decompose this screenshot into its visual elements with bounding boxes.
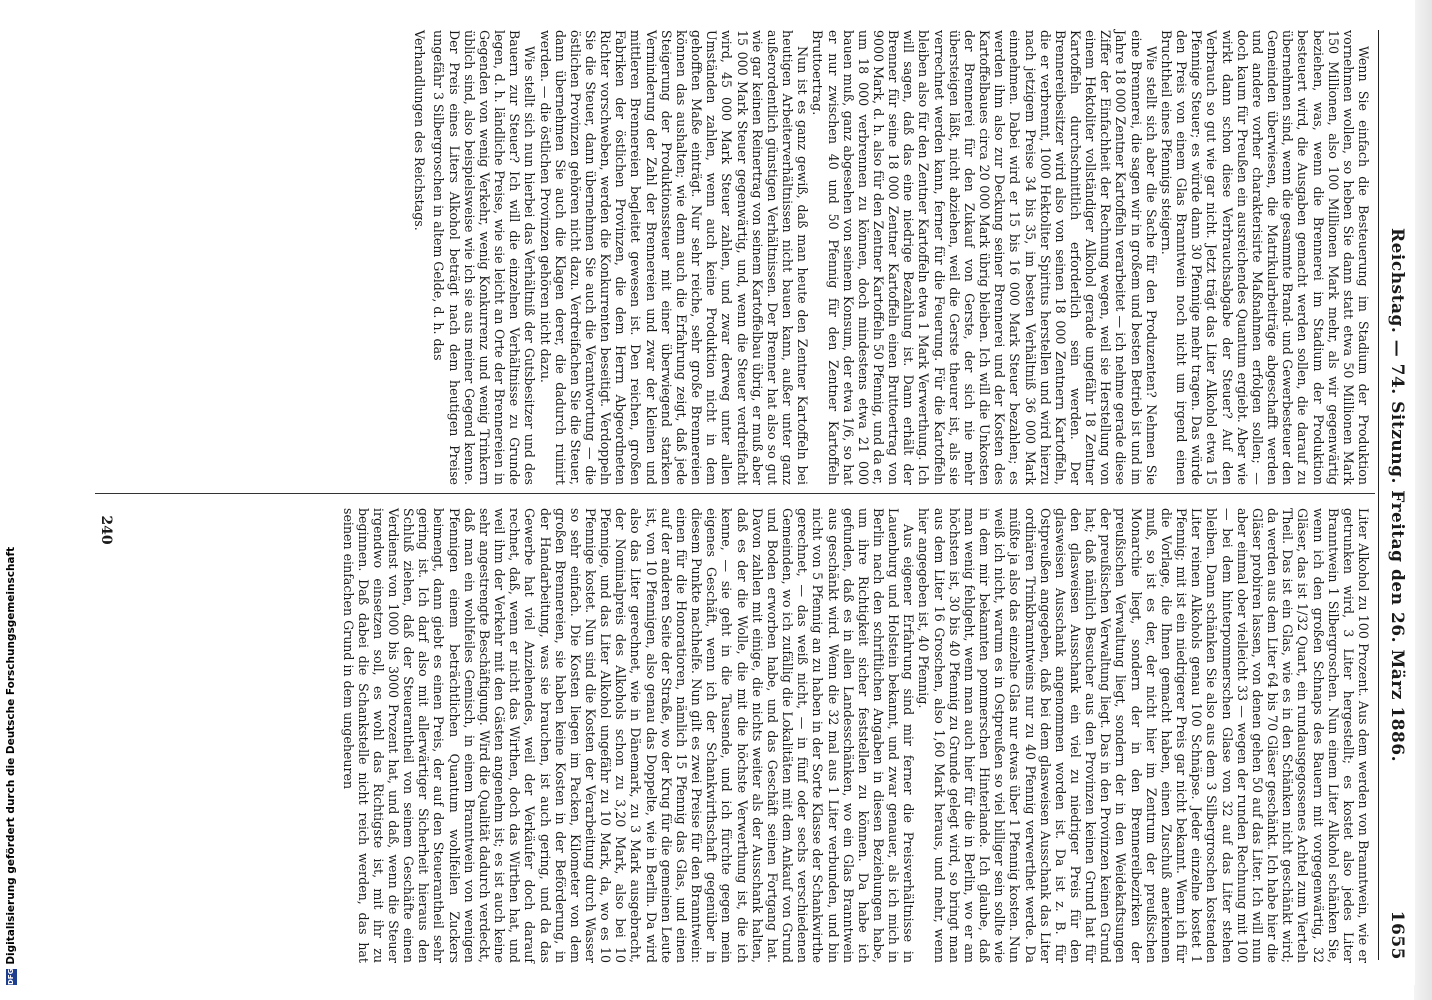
- right-column: [340, 508, 1371, 963]
- banner-text: Digitalisierung gefördert durch die Deutsche Forschungsgemeinschaft: [5, 546, 17, 965]
- left-column: [412, 30, 1371, 485]
- page-header: [1379, 30, 1407, 960]
- left-paragraph-3: Nun ist es ganz gewiß, daß man heute den Zentner Kartoffeln bei heutigen Arbeiterverhältnissen nicht bauen kann, außer unter ganz außerordentlich günstigen Verhältnissen. Der Brenner hat also so gut wie gar keinen Reinertrag von seinem Kartoffelbau übrig, er muß aber 15 000 Mark Steuer gegenwärtig, und, wenn die Steuer verdreifacht wird, 45 000 Mark Steuer zahlen, und zwar derweg unter allen Umständen zahlen, wenn auch keine Produktion nicht in dem gehofften Maße einträgt. Nur sehr reiche, sehr große Brennereien können das aushalten; wie denn auch die Erfahrung zeigt, daß jede Steigerung der Produktionssteuer mit einer überwiegend starken Verminderung der Zahl der Brennereien und zwar der kleinen und mittleren Brennereien begleitet gewesen ist. Den reichen, großen Fabriken der östlichen Provinzen, die dem Herrn Abgeordneten Richter vorschweben, werden die Konkurrenten beseitigt. Verdoppeln Sie die Steuer, dann übernehmen Sie auch die Verantwortung — die östlichen Provinzen gehören nicht dazu. Verdreifachen Sie die Steuer, dann übernehmen Sie auch die Klagen derer, die dadurch ruinirt werden. — die östlichen Provinzen gehören nicht dazu.: [537, 30, 811, 485]
- running-title: Reichstag. — 74. Sitzung. Freitag den 26. März 1886.: [1387, 227, 1407, 763]
- right-paragraph-1: Liter Alkohol zu 100 Prozent. Aus dem werden von Branntwein, wie er getrunken wird, 3 Liter hergestellt; es kostet also jedes Liter Branntwein 1 Silbergroschen. Nun einem Liter Alkohol schänken Sie, wenn ich den großen Schnaps des Bauern mit vorgegenwärtig, 32 Gläser, das ist 1/32 Quart, ein rundausgegossenes Achtel zum Vierteln Theil. Das ist ein Glas, wie es in den Schänken nicht geschänkt wird; da werden aus dem Liter 64 bis 70 Gläser geschänkt. Ich habe hier die Gläser probiren lassen, von denen gehen 50 auf das Liter. Ich will nun aber einmal ober vielleicht 33 — wegen der runden Rechnung mit 100 — bei dem hinterpommerschen Glase von 32 auf das Liter stehen bleiben. Dann schänken Sie also aus dem 3 Silbergroschen kostenden Liter reinen Alkohols genau 100 Schnäpse. Jeder einzelne kostet 1 Pfennig; mit ist ein niedrigerer Preis gar nicht bekannt. Wenn ich für die Vorlage, die Ihnen gemacht haben, einen Zuschuß anerkennen muß, so ist es der, der nicht hier im Zentrum der preußischen Monarchie liegt, sondern der in den Brennereibezirken der preußischen Verwaltung liegt, sondern der in den Weidekaftsungen der preußischen Verwaltung liegt. Das in den Provinzen keinen Grund hat; daß nämlich Besucher aus den Provinzen keinen Grund hat für den glasweisen Ausschank ein viel zu niedriger Preis für den glasweisen Ausschank angenommen worden ist. Da ist z. B. für Ostpreußen angegeben, daß bei dem glasweisen Ausschank das Liter ordinären Trinkbranntweins nur zu 40 Pfennig verwerthet werde. Da müßte ja also das einzelne Glas nur etwas über 1 Pfennig kosten. Nun weiß ich nicht, warum es in Ostpreußen so viel billiger sein sollte wie in dem mir bekannten pommerschen Hinterlande. Ich glaube, daß man wenig fehlgeht, wenn man auch hier für die in Berlin, wo er am höchsten ist, 30 bis 40 Pfennig zu Grunde gelegt wird, so bringt man aus dem Liter 16 Groschen, also 1,60 Mark heraus, und mehr, wenn hier angegeben ist, 40 Pfennig.: [916, 508, 1371, 963]
- left-paragraph-4: Wie stellt sich nun hierbei das Verhältniß der Gutsbesitzer und des Bauern zur Steuer? Ich will die einzelnen Verhältnisse zu Grunde legen, d. h. ländliche Preise, wie sie leicht an Orte der Brennereien in Gegenden von wenig Verkehr, wenig Konkurrenz und wenig Trinkern üblich sind, also beispielsweise wie ich sie aus meiner Gegend kenne. Der Preis eines Liters Alkohol beträgt nach dem heutigen Preise ungefähr 3 Silbergroschen in altem Gelde, d. h. das: [431, 30, 538, 485]
- banner-text-row: [4, 546, 18, 985]
- digitization-banner: [0, 0, 22, 1000]
- right-paragraph-2: Aus eigener Erfahrung sind mir ferner die Preisverhältnisse in Lauenburg und Holstein bekannt, und zwar genauer, als ich mich in Berlin nach den schriftlichen Angaben in diesen Beziehungen habe, um ihre Richtigkeit sicher feststellen zu können. Da habe ich gefunden, daß es in allen Landesschänken, wo ein Glas Branntwein aus geschänkt wird. Wenn die 32 mal aus 1 Liter verbunden, und bin nicht von 5 Pfennig an zu haben in der Sorte Klasse der Schankwirthe gerechnet, — das weiß nicht, — in fünf oder sechs verschiedenen Gemeinden, wo ich zufällig die Lokalitäten mit dem Ankauf von Grund und Boden erworben habe, und das Geschäft seinen Fortgang hat. Davon zahlen mit einige, die nichts weiter als der Ausschank halten, daß es der die Wolle, die mit die höchste Verwerthung ist, die ich kenne, — sie geht in die Tausende, und ich fürchte gegen mein eigenes Geschäft, wenn ich der Schankwirthschaft gegenüber in diesem Punkte nachhelfe. Nun gilt es zwei Preise für den Branntwein: einen für die Honoratioren, nämlich 15 Pfennig das Glas, und einen auf der anderen Seite der Straße, wo der Krug für die gemeinen Leute ist, von 10 Pfennigen, also genau das Doppelte, wie in Berlin. Da wird also das Liter gerechnet, wie in Dänemark, zu 3 Mark ausgebracht, der Nominalpreis des Alkohols schon zu 3,20 Mark, also bei 10 Pfennige, und das Liter Alkohol ungefähr zu 10 Mark, da, wo es 10 Pfennige kostet. Nun sind die Kosten der Verarbeitung durch Wasser so sehr einfach. Die Kosten liegen im Packen, Kilometer von dem großen Brennereien, sie haben keine Kosten in der Beförderung, in der Handarbeitung, was sie brauchen, ist auch gering, und da das Gewerbe hat viel Anziehendes, weil der Verkäufer doch darauf rechnet, daß, wenn er nicht das Wirthen, doch das Wirthen hat, und weil ihm der Verkehr mit den Gästen angenehm ist; es ist auch keine sehr angestrengte Beschäftigung. Wird die Qualität dadurch verdeckt, daß man ein wohlfeiles Gemisch, in einem Branntwein von wenigen Pfennigen einem beträchtlichen Quantum wohlfeilen Zuckers beimengt, dann giebt es einen Preis, der auf den Steuerantheil sehr gering ist. Ich darf also mit allerwärtiger Sicherheit hieraus den Schluß ziehen, daß der Steuerantheil von seinem Geschäfte einen Verdienst von 1000 bis 3000 Prozent hat, und daß, wenn die Steuer irgendwo einsetzen soll, es wohl das Richtigste ist, mit ihr zu beginnen. Daß dabei die Schankstelle nicht reich werden, das hat seinen einfachen Grund in dem ungeheuren: [340, 508, 917, 963]
- scan-edge: [1414, 0, 1432, 1000]
- page-number-bottom: 240: [98, 515, 114, 545]
- header-rule: [1378, 30, 1379, 960]
- dfg-logo: DFG: [6, 968, 15, 985]
- left-footer: Verhandlungen des Reichstags.: [412, 30, 428, 231]
- document-page: [85, 0, 1415, 985]
- left-paragraph-1: Wenn Sie einfach die Besteuerung im Stadium der Produktion vornehmen wollen, so heben Sie dann statt etwa 50 Millionen Mark 150 Millionen, also 100 Millionen Mark mehr, als wir gegenwärtig beziehen, was, wenn die Brennerei im Stadium der Produktion besteuert wird, die Ausgaben gemacht werden sollen, die darauf zu übernehmen sind, wenn die gesammte Brand- und Gewerbesteuer den Gemeinden überwiesen, die Matrikularbeiträge abgeschafft werden und andere vorher charakterisirte Maßnahmen erfolgen sollen; — doch kaum für Preußen ein ausreichendes Quantum ergiebt. Aber wie wirkt dann schon diese Verbrauchsabgabe der Steuer? Auf den Verbrauch so gut wie gar nicht. Jetzt trägt das Liter Alkohol etwa 15 Pfennige Steuer; es würde dann 30 Pfennige mehr tragen. Das würde den Preis von einem Glas Branntwein noch nicht um irgend einen Bruchtheil eines Pfennigs steigern.: [1158, 30, 1371, 485]
- page-number-top: 1655: [1387, 910, 1407, 960]
- column-rule: [95, 493, 1375, 494]
- left-paragraph-2: Wie stellt sich aber die Sache für den Produzenten? Nehmen Sie eine Brennerei, die sagen wir in großem und besten Betrieb ist und im Jahre 18 000 Zentner Kartoffeln verarbeitet — ich nehme gerade diese Ziffer der Einfachheit der Rechnung wegen, weil sie Herstellung von einem Hektoliter vollständiger Alkohol gerade ungefähr 18 Zentner Kartoffeln durchschnittlich erforderlich sein werden. Der Brennereibesitzer wird also von seinen 18 000 Zentnern Kartoffeln, die er verbrennt, 1000 Hektoliter Spiritus herstellen und wird hierzu nach jetzigem Preise 34 bis 35, im besten Verhältniß 36 000 Mark einnehmen. Dabei wird er 15 bis 16 000 Mark Steuer bezahlen; es werden ihm also zur Deckung seiner Brennerei und der Kosten des Kartoffelbaues circa 20 000 Mark übrig bleiben. Ich will die Unkosten der Brennerei für den Zukauf von Gerste, der sich nie mehr übersteigen läßt, nicht abziehen, weil die Gerste theurer ist, als sie verrechnet werden kann, ferner für die Feuerung. Für die Kartoffeln bleiben also für den Zentner Kartoffeln etwa 1 Mark Verwerthung. Ich will sagen, daß das eine niedrige Bezahlung ist. Dann erhält der Brenner für seine 18 000 Zentner Kartoffeln einen Bruttoertrag von 9000 Mark, d. h. also für den Zentner Kartoffeln 50 Pfennig, und da er, um 18 000 verbrennen zu können, doch mindestens etwa 21 000 bauen muß, ganz abgesehen von seinem Konsum, der etwa 1/6, so hat er nur zwischen 40 und 50 Pfennig für den Zentner Kartoffeln Bruttoertrag.: [810, 30, 1159, 485]
